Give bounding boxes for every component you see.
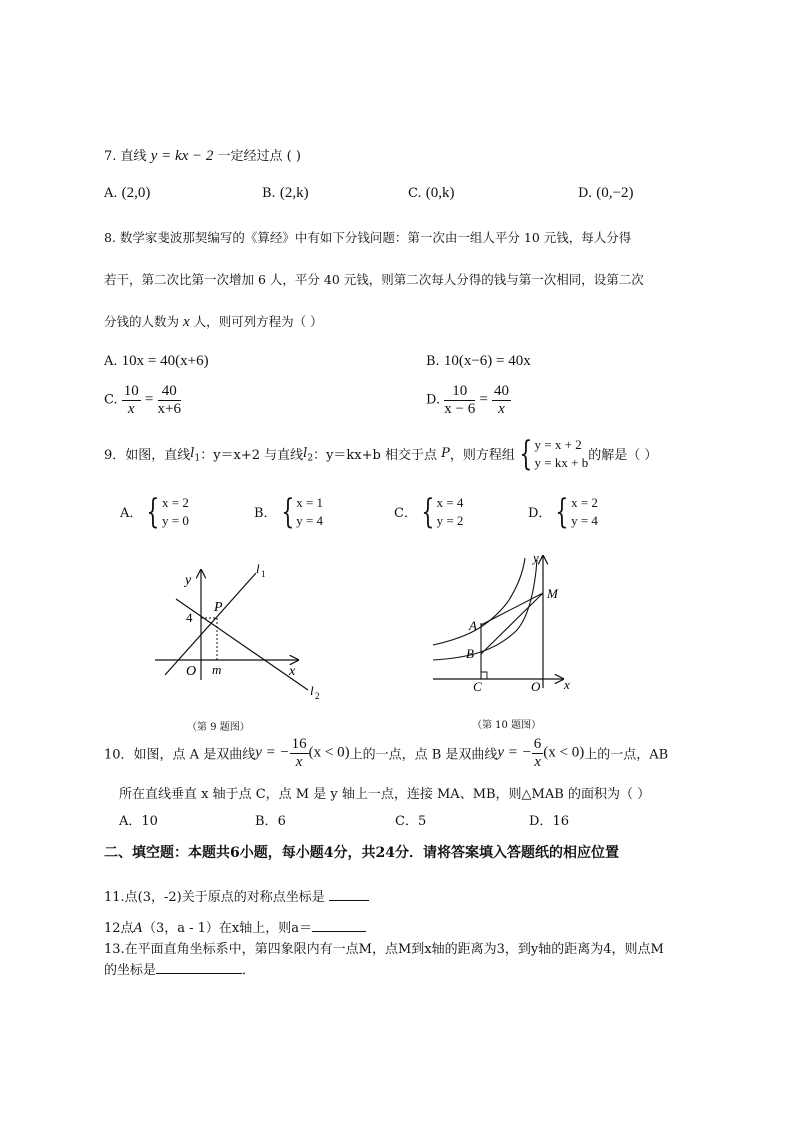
- fig9-label-m: m: [212, 662, 222, 677]
- q7-option-a[interactable]: A. (2,0): [104, 185, 151, 201]
- q7-option-d[interactable]: D. (0,−2): [578, 185, 634, 201]
- q7-option-c[interactable]: C. (0,k): [408, 185, 455, 201]
- q9-system: { y = x + 2 y = kx + b: [519, 433, 589, 474]
- fig10-label-a: A: [469, 618, 477, 633]
- fig9-label-x: x: [289, 664, 296, 679]
- q7-stem: 7. 直线 y = kx − 2 一定经过点 ( ): [104, 148, 301, 164]
- fig10-right-angle: [481, 672, 487, 679]
- q11: 11.点(3，-2)关于原点的对称点坐标是: [104, 886, 369, 905]
- q8-line2: 若干，第二次比第一次增加 6 人，平分 40 元钱，则第二次每人分得的钱与第一次相同，设第二次: [104, 272, 644, 287]
- q11-answer-blank[interactable]: [329, 888, 369, 901]
- fig10-line-mb: [481, 593, 543, 654]
- fig9-caption: （第 9 题图）: [187, 722, 250, 733]
- figure-10: [425, 548, 580, 698]
- q13-line1: 13.在平面直角坐标系中，第四象限内有一点M，点M到x轴的距离为3，到y轴的距离为4，则点M: [104, 942, 664, 957]
- fig10-label-m: M: [547, 586, 558, 601]
- fig10-curve-16: [433, 558, 525, 645]
- q10-line2: 所在直线垂直 x 轴于点 C，点 M 是 y 轴上一点，连接 MA、MB，则△MAB 的面积为（ ）: [119, 787, 651, 802]
- fig9-label-l2-sub: 2: [315, 691, 320, 701]
- q8-c-frac2: $\frac{40}{x+6}$: [157, 383, 181, 417]
- q10-frac2: $\frac{6}{x}$: [533, 736, 542, 770]
- q12-answer-blank[interactable]: [312, 919, 366, 932]
- q10-option-b[interactable]: B．6: [255, 814, 286, 829]
- fig10-label-o: O: [531, 679, 541, 694]
- q10-option-d[interactable]: D．16: [529, 814, 569, 829]
- q10-line1: 10．如图，点 A 是双曲线y = − $\frac{16}{x}$ (x < 0)上的一点，点 B 是双曲线y = − $\frac{6}{x}$ (x < 0)上的一点，AB: [104, 736, 669, 770]
- q9-stem: 9．如图，直线$l_1$：y＝x+2 与直线$l_2$：y＝kx+b 相交于点 P，则方程组 { y = x + 2 y = kx + b 的解是（ ）: [104, 433, 658, 474]
- fig9-label-l2: l: [310, 683, 314, 698]
- q8-d-frac2: $\frac{40}{x}$: [493, 383, 509, 417]
- q8-line3: 分钱的人数为 x 人，则可列方程为（ ）: [104, 314, 323, 330]
- section-2-title: 二、填空题：本题共6小题，每小题4分，共24分．请将答案填入答题纸的相应位置: [104, 845, 619, 861]
- q8-c-frac1: $\frac{10}{x}$: [123, 383, 139, 417]
- q8-option-a[interactable]: A. 10x = 40(x+6): [104, 353, 209, 369]
- q8-d-frac1: $\frac{10}{x - 6}$: [444, 383, 476, 417]
- figure-9: [140, 555, 330, 705]
- q9-option-b[interactable]: B． { x = 1 y = 4: [254, 491, 324, 532]
- q8-line1: 8. 数学家斐波那契编写的《算经》中有如下分钱问题：第一次由一组人平分 10 元钱，每人分得: [104, 230, 632, 245]
- q12: 12点A（3，a - 1）在x轴上，则a＝: [104, 917, 366, 936]
- fig10-label-b: B: [466, 646, 474, 661]
- q8-option-c[interactable]: C. $\frac{10}{x}$ = $\frac{40}{x+6}$: [104, 383, 181, 417]
- q10-option-c[interactable]: C．5: [395, 814, 427, 829]
- fig9-label-p: P: [214, 600, 223, 615]
- q9-option-d[interactable]: D． { x = 2 y = 4: [528, 491, 598, 532]
- fig10-label-c: C: [473, 679, 482, 694]
- fig10-line-ma: [481, 593, 543, 625]
- fig10-caption: （第 10 题图）: [472, 720, 542, 731]
- q10-option-a[interactable]: A．10: [119, 814, 158, 829]
- fig9-label-y: y: [185, 573, 192, 588]
- q8-option-d[interactable]: D. $\frac{10}{x - 6}$ = $\frac{40}{x}$: [426, 383, 509, 417]
- fig10-label-y: y: [533, 550, 539, 565]
- fig9-label-l1: l: [256, 561, 260, 576]
- q9-option-c[interactable]: C． { x = 4 y = 2: [394, 491, 464, 532]
- q8-option-b[interactable]: B. 10(x−6) = 40x: [426, 353, 531, 369]
- q9-option-a[interactable]: A． { x = 2 y = 0: [120, 491, 189, 532]
- q7-equation: y = kx − 2: [150, 148, 214, 164]
- fig10-label-x: x: [564, 677, 570, 692]
- q13-line2: 的坐标是 ．: [104, 963, 256, 978]
- q10-frac1: $\frac{16}{x}$: [291, 736, 307, 770]
- fig9-label-4: 4: [186, 610, 193, 625]
- fig9-label-l1-sub: 1: [261, 569, 266, 579]
- q13-answer-blank[interactable]: [156, 961, 242, 974]
- fig9-label-o: O: [186, 664, 197, 679]
- q7-option-b[interactable]: B. (2,k): [262, 185, 309, 201]
